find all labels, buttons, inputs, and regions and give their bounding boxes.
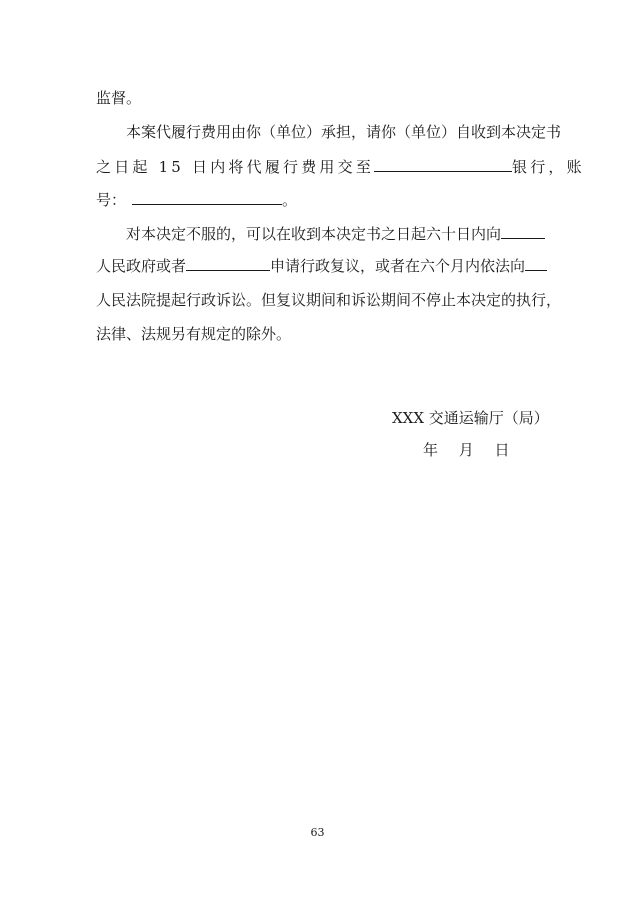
- paragraph-3-line-1-text: 对本决定不服的，可以在收到本决定书之日起六十日内向: [126, 225, 502, 243]
- paragraph-2-line-2: [96, 157, 585, 177]
- court-blank: [525, 256, 547, 271]
- issuing-authority: XXX 交通运输厅（局）: [392, 409, 549, 427]
- paragraph-3-line-1: [126, 224, 556, 244]
- paragraph-3-line-4: 法律、法规另有规定的除外。: [96, 325, 292, 343]
- paragraph-2-line-2-text-a: 之日起 15 日内将代履行费用交至: [96, 158, 375, 176]
- page-number: 63: [310, 826, 325, 839]
- paragraph-3-line-2: [96, 256, 556, 276]
- paragraph-2-line-2-text-b: 银行，账: [512, 158, 585, 176]
- government-blank: [501, 224, 545, 239]
- issue-date: 年 月 日: [423, 441, 510, 459]
- paragraph-3-line-2-text-b: 申请行政复议，或者在六个月内依法向: [270, 257, 526, 275]
- account-number-blank: [132, 190, 282, 205]
- paragraph-2-line-3-text-a: 号：: [96, 191, 127, 209]
- paragraph-3-line-2-text-a: 人民政府或者: [96, 257, 187, 275]
- bank-name-blank: [374, 157, 512, 172]
- paragraph-2-line-3: [96, 190, 556, 210]
- review-body-blank: [186, 256, 270, 271]
- paragraph-1-line-1: 监督。: [96, 89, 142, 107]
- paragraph-3-line-3: 人民法院提起行政诉讼。但复议期间和诉讼期间不停止本决定的执行，: [96, 291, 562, 309]
- paragraph-2-line-1: 本案代履行费用由你（单位）承担，请你（单位）自收到本决定书: [126, 123, 562, 141]
- paragraph-2-line-3-text-b: 。: [282, 191, 298, 209]
